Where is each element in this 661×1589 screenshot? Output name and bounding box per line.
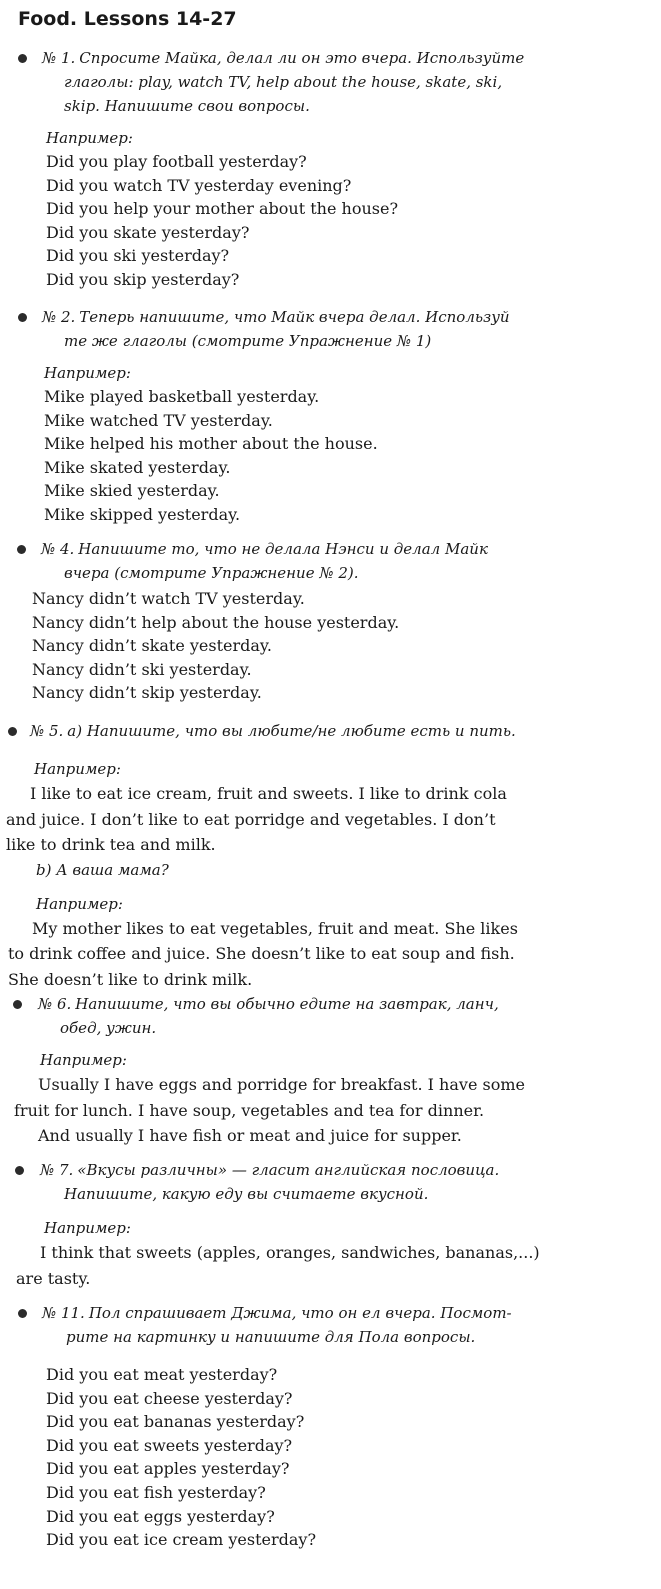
paragraph-line: and juice. I don’t like to eat porridge and vegetables. I don’t (6, 809, 496, 829)
example-lines (32, 587, 661, 705)
paragraph-line: are tasty. (16, 1268, 91, 1288)
exercise-1 (0, 46, 661, 292)
example-line: Did you skate yesterday? (46, 222, 250, 242)
example-line: Mike skated yesterday. (44, 457, 231, 477)
exercise-4 (0, 537, 661, 705)
example-line: Nancy didn’t help about the house yesterday. (32, 612, 400, 632)
example-line: Did you eat cheese yesterday? (46, 1388, 293, 1408)
paragraph-line: My mother likes to eat vegetables, fruit and meat. She likes (32, 918, 518, 938)
exercise-2-task (42, 305, 661, 329)
task-line: глаголы: play, watch TV, help about the house, skate, ski, (64, 73, 503, 91)
exercise-5-task-b: b) А ваша мама? (36, 860, 169, 879)
example-lines (46, 1363, 661, 1552)
task-line: Напишите, что вы обычно едите на завтрак, ланч, (75, 995, 499, 1013)
exercise-number: № 1. (42, 49, 76, 67)
task-line: «Вкусы различны» — гласит английская пословица. (77, 1161, 500, 1179)
exercise-1-task (42, 46, 661, 70)
exercise-number: № 2. (42, 308, 76, 326)
exercise-4-task (41, 537, 661, 561)
bullet-icon (18, 54, 27, 63)
task-line: обед, ужин. (60, 1019, 157, 1037)
exercise-7 (0, 1158, 661, 1291)
example-line: Did you eat ice cream yesterday? (46, 1530, 317, 1550)
example-line: Mike helped his mother about the house. (44, 434, 378, 454)
task-line: Спросите Майка, делал ли он это вчера. Используйте (79, 49, 525, 67)
task-line: вчера (смотрите Упражнение № 2). (64, 564, 359, 582)
example-label: Например: (34, 760, 121, 778)
example-label: Например: (36, 894, 123, 913)
example-line: Nancy didn’t watch TV yesterday. (32, 589, 305, 608)
example-line: Nancy didn’t skip yesterday. (32, 683, 262, 703)
example-paragraph (16, 1240, 661, 1291)
paragraph-line: Usually I have eggs and porridge for breakfast. I have some (38, 1075, 525, 1094)
example-line: Mike skied yesterday. (44, 481, 220, 501)
example-label: Например: (40, 1051, 127, 1069)
exercise-5 (0, 719, 661, 992)
exercise-11 (0, 1301, 661, 1552)
example-line: Did you watch TV yesterday evening? (46, 175, 352, 195)
bullet-icon (15, 1166, 24, 1175)
task-line: Пол спрашивает Джима, что он ел вчера. Посмот- (88, 1304, 512, 1322)
exercise-number: № 4. (41, 540, 75, 558)
example-lines (46, 150, 661, 292)
example-label: Например: (46, 129, 133, 147)
example-line: Mike skipped yesterday. (44, 504, 241, 524)
task-line: Напишите то, что не делала Нэнси и делал Майк (78, 540, 488, 558)
paragraph-line: to drink coffee and juice. She doesn’t like to eat soup and fish. (8, 944, 515, 963)
example-paragraph (14, 1072, 661, 1149)
example-paragraph (6, 781, 661, 858)
example-line: Did you eat apples yesterday? (46, 1459, 290, 1479)
example-line: Mike played basketball yesterday. (44, 387, 320, 406)
exercise-7-task (40, 1158, 661, 1182)
example-line: Did you help your mother about the house? (46, 199, 399, 219)
example-label: Например: (44, 364, 131, 382)
example-line: Did you play football yesterday? (46, 152, 307, 171)
exercise-6 (0, 992, 661, 1149)
example-line: Did you ski yesterday? (46, 246, 230, 266)
exercise-number: № 7. (40, 1161, 74, 1179)
example-line: Mike watched TV yesterday. (44, 410, 273, 430)
example-line: Did you skip yesterday? (46, 269, 240, 289)
example-line: Nancy didn’t skate yesterday. (32, 636, 272, 656)
bullet-icon (8, 727, 17, 736)
paragraph-line: fruit for lunch. I have soup, vegetables and tea for dinner. (14, 1100, 485, 1120)
task-line: a) Напишите, что вы любите/не любите есть и пить. (67, 722, 516, 740)
paragraph-line: I like to eat ice cream, fruit and sweets. I like to drink cola (30, 784, 507, 803)
example-line: Did you eat meat yesterday? (46, 1365, 278, 1384)
exercise-11-task (42, 1301, 661, 1325)
paragraph-line: like to drink tea and milk. (6, 835, 216, 854)
bullet-icon (18, 313, 27, 322)
bullet-icon (13, 1000, 22, 1009)
bullet-icon (17, 545, 26, 554)
task-line: skip. Напишите свои вопросы. (64, 97, 310, 115)
example-line: Did you eat eggs yesterday? (46, 1506, 275, 1526)
exercise-number: № 6. (38, 995, 72, 1013)
example-label: Например: (44, 1219, 131, 1237)
exercise-5-task-a (30, 719, 661, 743)
example-line: Did you eat sweets yesterday? (46, 1435, 293, 1455)
example-line: Did you eat fish yesterday? (46, 1482, 266, 1502)
page-title: Food. Lessons 14-27 (18, 8, 237, 30)
paragraph-line: She doesn’t like to drink milk. (8, 969, 253, 989)
exercise-2 (0, 305, 661, 527)
task-line: Теперь напишите, что Майк вчера делал. Используй (79, 308, 510, 326)
exercise-6-task (38, 992, 661, 1016)
paragraph-line: I think that sweets (apples, oranges, sandwiches, bananas,...) (40, 1243, 540, 1262)
task-line: Напишите, какую еду вы считаете вкусной. (64, 1185, 429, 1203)
example-line: Did you eat bananas yesterday? (46, 1412, 305, 1432)
task-line: те же глаголы (смотрите Упражнение № 1) (64, 332, 432, 350)
example-paragraph (8, 916, 661, 993)
exercise-number: № 11. (42, 1304, 85, 1322)
exercise-number: № 5. (30, 722, 64, 740)
example-line: Nancy didn’t ski yesterday. (32, 659, 252, 679)
bullet-icon (18, 1309, 27, 1318)
example-lines (44, 385, 661, 527)
paragraph-line: And usually I have fish or meat and juice for supper. (38, 1126, 462, 1145)
task-line: рите на картинку и напишите для Пола вопросы. (66, 1328, 476, 1346)
